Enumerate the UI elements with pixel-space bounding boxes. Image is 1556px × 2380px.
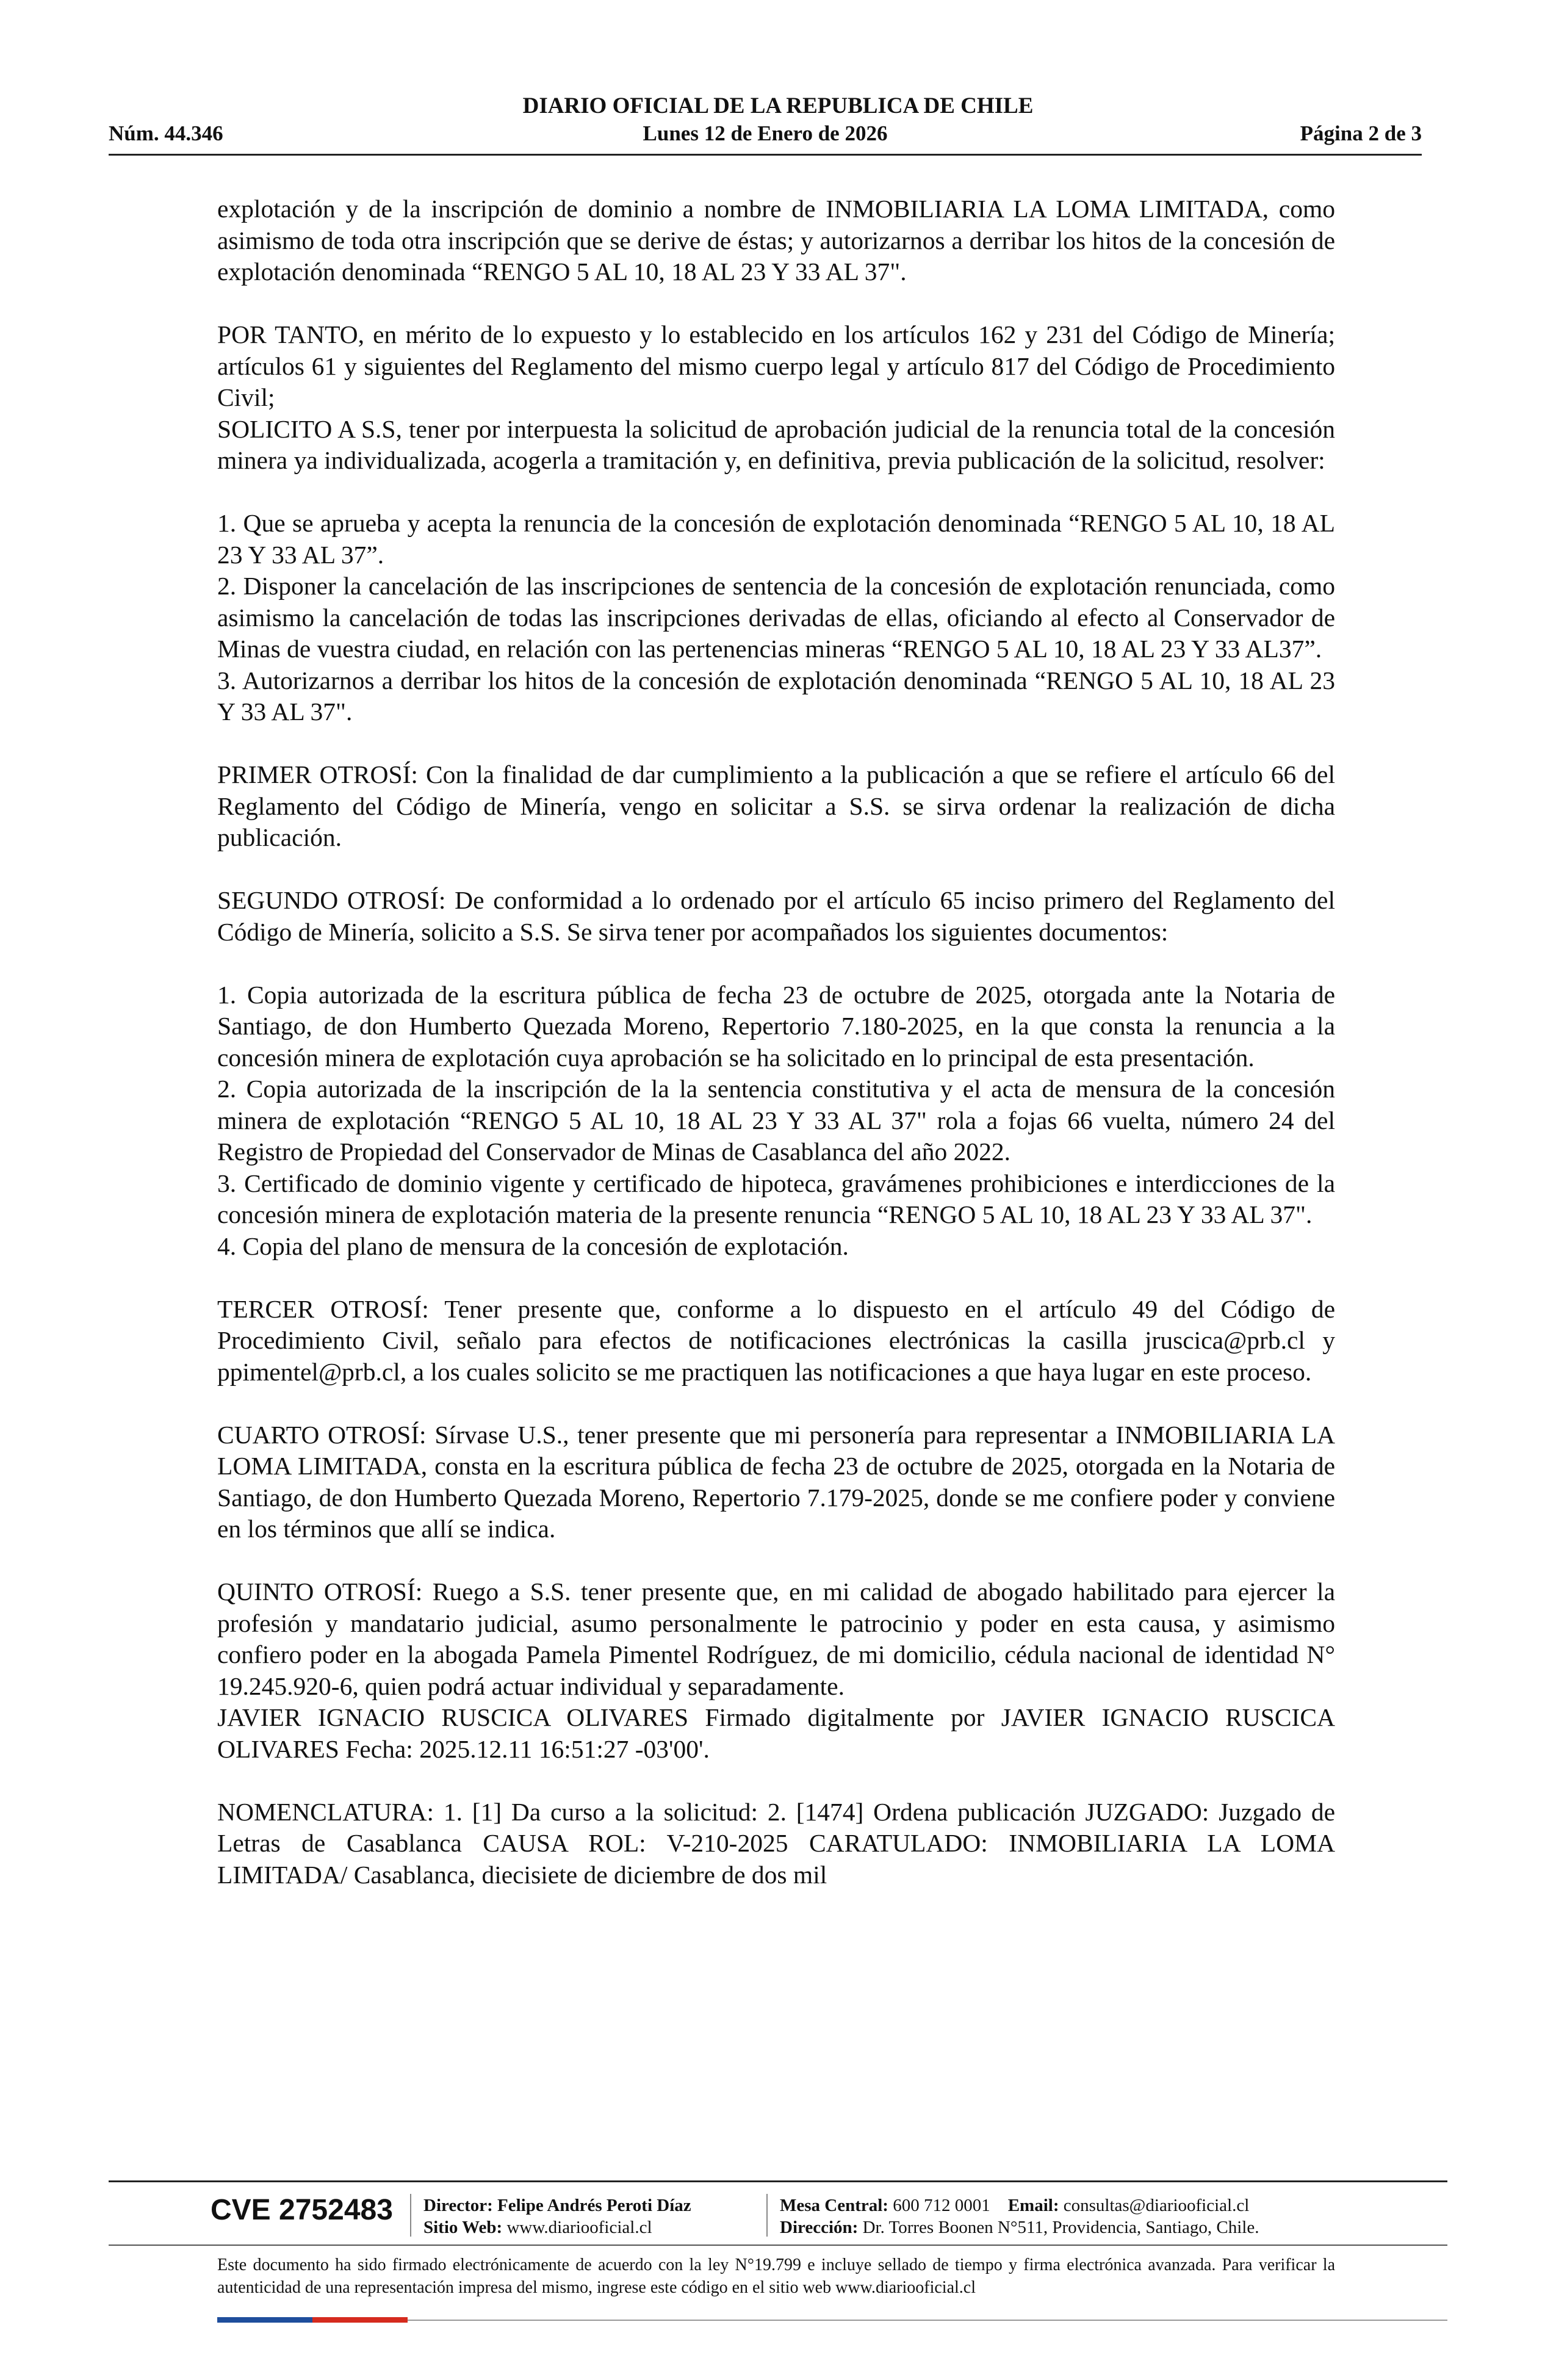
email-link[interactable]: consultas@diariooficial.cl	[1063, 2196, 1250, 2215]
footer-separator	[766, 2194, 768, 2237]
list-item: 4. Copia del plano de mensura de la concesión de explotación.	[217, 1231, 849, 1260]
paragraph: QUINTO OTROSÍ: Ruego a S.S. tener presente que, en mi calidad de abogado habilitado para ejercer la profesión y mandatario judicial, asumo personalmente le patrocinio y poder en esta causa, y asimismo confiero poder en la abogada Pamela Pimentel Rodríguez, de mi domicilio, cédula nacional de identidad N° 19.245.920-6, quien podrá actuar individual y separadamente.	[217, 1578, 1335, 1700]
paragraph: SEGUNDO OTROSÍ: De conformidad a lo ordenado por el artículo 65 inciso primero del Reglamento del Código de Minería, solicito a S.S. Se sirva tener por acompañados los siguientes documentos:	[217, 886, 1335, 946]
page-indicator: Página 2 de 3	[1300, 121, 1422, 145]
header-divider	[109, 154, 1422, 156]
paragraph: TERCER OTROSÍ: Tener presente que, conforme a lo dispuesto en el artículo 49 del Código de Procedimiento Civil, señalo para efectos de notificaciones electrónicas la casilla jruscica@prb.cl y ppimentel@prb.cl, a los cuales solicito se me practiquen las notificaciones a que haya lugar en este proceso.	[217, 1294, 1335, 1386]
address-label: Dirección:	[780, 2218, 859, 2237]
footer-divider-mid	[109, 2245, 1447, 2246]
footer-contact-block	[780, 2194, 1259, 2238]
director-label: Director:	[423, 2196, 493, 2215]
paragraph: PRIMER OTROSÍ: Con la finalidad de dar cumplimiento a la publicación a que se refiere el artículo 66 del Reglamento del Código de Minería, vengo en solicitar a S.S. se sirva ordenar la realización de dicha publicación.	[217, 760, 1335, 851]
footer-divider-top	[109, 2180, 1447, 2182]
header-row	[109, 120, 1422, 148]
website-link[interactable]: www.diariooficial.cl	[506, 2218, 652, 2237]
paragraph: explotación y de la inscripción de dominio a nombre de INMOBILIARIA LA LOMA LIMITADA, como asimismo de toda otra inscripción que se derive de éstas; y autorizarnos a derribar los hitos de la concesión de explotación denominada “RENGO 5 AL 10, 18 AL 23 Y 33 AL 37".	[217, 195, 1335, 286]
footer-director-block	[423, 2194, 691, 2238]
email-label: Email:	[1007, 2196, 1059, 2215]
list-item: 1. Copia autorizada de la escritura pública de fecha 23 de octubre de 2025, otorgada ante la Notaria de Santiago, de don Humberto Quezada Moreno, Repertorio 7.180-2025, en la que consta la renuncia a la concesión minera de explotación cuya aprobación se ha solicitado en lo principal de esta presentación.	[217, 980, 1335, 1072]
list-item: 3. Autorizarnos a derribar los hitos de la concesión de explotación denominada “RENGO 5 AL 10, 18 AL 23 Y 33 AL 37".	[217, 666, 1335, 726]
paragraph: CUARTO OTROSÍ: Sírvase U.S., tener presente que mi personería para representar a INMOBILIARIA LA LOMA LIMITADA, consta en la escritura pública de fecha 23 de octubre de 2025, otorgada en la Notaria de Santiago, de don Humberto Quezada Moreno, Repertorio 7.179-2025, donde se me confiere poder y conviene en los términos que allí se indica.	[217, 1420, 1335, 1543]
paragraph: POR TANTO, en mérito de lo expuesto y lo establecido en los artículos 162 y 231 del Código de Minería; artículos 61 y siguientes del Reglamento del mismo cuerpo legal y artículo 817 del Código de Procedimiento Civil;	[217, 320, 1335, 411]
document-body	[217, 193, 1335, 1891]
signature-line: JAVIER IGNACIO RUSCICA OLIVARES Firmado digitalmente por JAVIER IGNACIO RUSCICA OLIVARES Fecha: 2025.12.11 16:51:27 -03'00'.	[217, 1703, 1335, 1763]
newspaper-title: DIARIO OFICIAL DE LA REPUBLICA DE CHILE	[522, 93, 1034, 118]
list-item: 2. Copia autorizada de la inscripción de la la sentencia constitutiva y el acta de mensura de la concesión minera de explotación “RENGO 5 AL 10, 18 AL 23 Y 33 AL 37" rola a fojas 66 vuelta, número 24 del Registro de Propiedad del Conservador de Minas de Casablanca del año 2022.	[217, 1075, 1335, 1166]
mesa-label: Mesa Central:	[780, 2196, 888, 2215]
paragraph: SOLICITO A S.S, tener por interpuesta la solicitud de aprobación judicial de la renuncia total de la concesión minera ya individualizada, acogerla a tramitación y, en definitiva, previa publicación de la solicitud, resolver:	[217, 414, 1335, 474]
address-text: Dr. Torres Boonen N°511, Providencia, Santiago, Chile.	[862, 2218, 1259, 2237]
cve-code: CVE 2752483	[211, 2194, 393, 2226]
website-label: Sitio Web:	[423, 2218, 503, 2237]
legal-notice: Este documento ha sido firmado electrónicamente de acuerdo con la ley N°19.799 e incluye sellado de tiempo y firma electrónica avanzada. Para verificar la autenticidad de una representación impresa del mismo, ingrese este código en el sitio web www.diariooficial.cl	[217, 2256, 1335, 2297]
footer-divider-bottom	[408, 2320, 1447, 2321]
list-item: 1. Que se aprueba y acepta la renuncia de la concesión de explotación denominada “RENGO 5 AL 10, 18 AL 23 Y 33 AL 37”.	[217, 509, 1335, 569]
list-item: 2. Disponer la cancelación de las inscripciones de sentencia de la concesión de explotación renunciada, como asimismo la cancelación de todas las inscripciones derivadas de ellas, oficiando al efecto al Conservador de Minas de vuestra ciudad, en relación con las pertenencias mineras “RENGO 5 AL 10, 18 AL 23 Y 33 AL37”.	[217, 572, 1335, 663]
paragraph: NOMENCLATURA: 1. [1] Da curso a la solicitud: 2. [1474] Ordena publicación JUZGADO: Juzgado de Letras de Casablanca CAUSA ROL: V-210-2025 CARATULADO: INMOBILIARIA LA LOMA LIMITADA/ Casablanca, diecisiete de diciembre de dos mil	[217, 1797, 1335, 1889]
director-name: Felipe Andrés Peroti Díaz	[497, 2196, 691, 2215]
footer-separator	[410, 2194, 411, 2237]
flag-red	[312, 2317, 408, 2323]
list-item: 3. Certificado de dominio vigente y certificado de hipoteca, gravámenes prohibiciones e interdicciones de la concesión minera de explotación materia de la presente renuncia “RENGO 5 AL 10, 18 AL 23 Y 33 AL 37".	[217, 1169, 1335, 1228]
issue-number: Núm. 44.346	[109, 121, 223, 145]
flag-blue	[217, 2317, 312, 2323]
flag-stripe	[217, 2317, 408, 2323]
issue-date: Lunes 12 de Enero de 2026	[643, 121, 888, 145]
mesa-phone: 600 712 0001	[893, 2196, 990, 2215]
